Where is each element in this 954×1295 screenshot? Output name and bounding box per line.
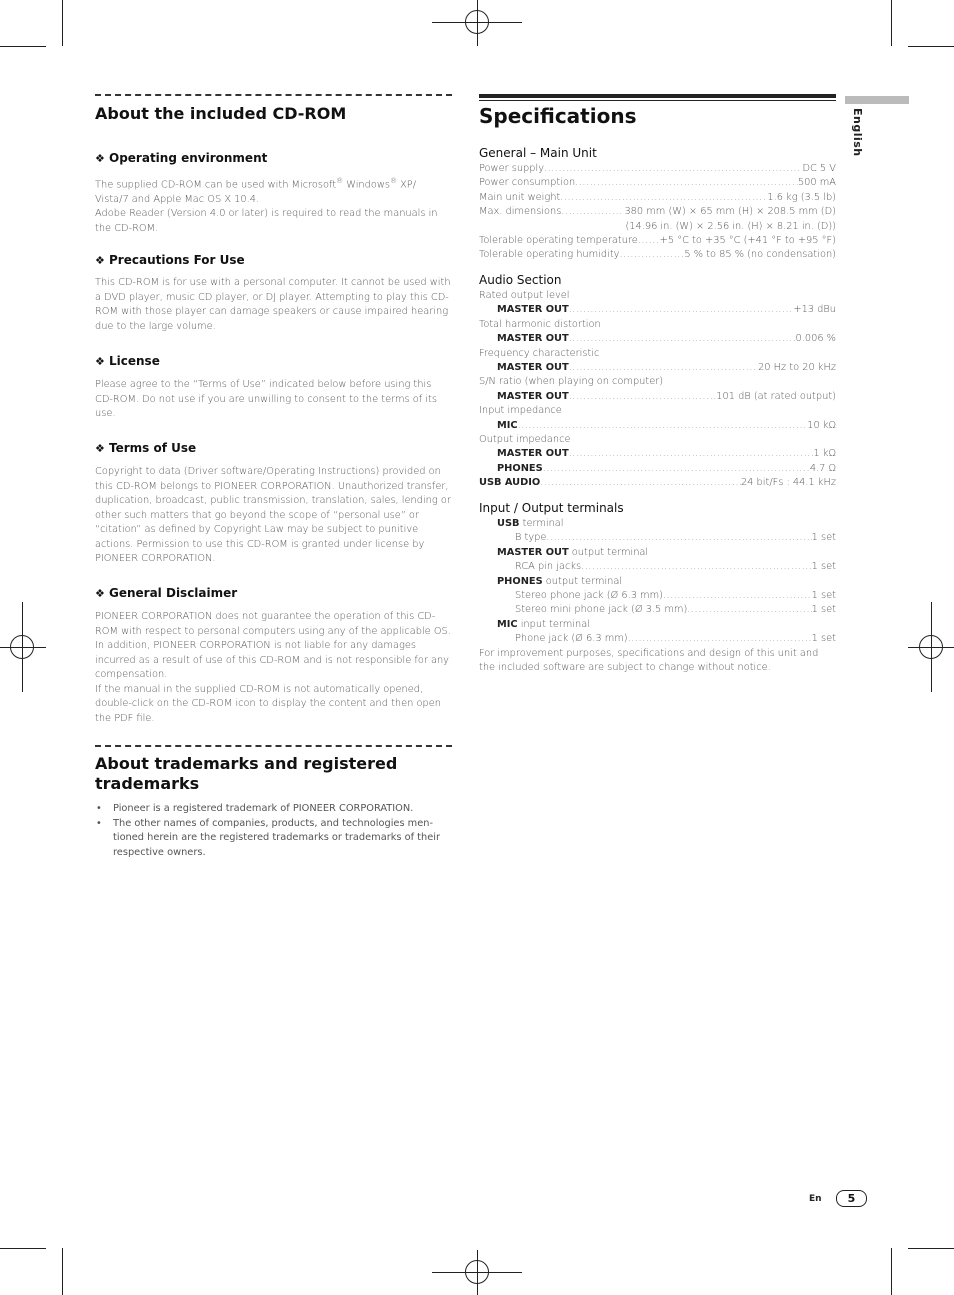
spec-row: Tolerable operating temperature ..... +5 °C to +35 °C (+41 °F to +95 °F) [479,234,836,248]
spec-label: USB terminal [497,518,564,529]
paragraph: PIONEER CORPORATION does not guarantee the operation of this CD-ROM with respect to personal computers using any of the applicable OS. In addition, PIONEER CORPORATION is not liable for any damages incurred as a result of use of this CD-ROM and is not responsible for any compensation. If the manual in the supplied CD-ROM is not automatically opened, double-click on the CD-ROM icon to display the content and then open the PDF file. [95,611,451,724]
registration-mark [465,10,489,34]
heading-operating-environment: ❖ Operating environment [95,151,268,165]
crop-mark [891,0,892,46]
spec-row: MASTER OUT ..... +13 dBu [479,303,836,317]
language-tab [845,96,909,104]
general-specs [479,162,836,263]
list-item: • The other names of companies, products, and technologies men- tioned herein are the registered trademarks or trademarks of their respective owners. [95,817,452,861]
section-rule [95,94,452,96]
spec-label: Total harmonic distortion [479,318,601,330]
spec-label: MIC input terminal [497,618,590,630]
crop-mark [62,1248,63,1295]
left-column [95,94,452,858]
section-heading: Audio Section [479,273,562,287]
spec-note: For improvement purposes, specifications and design of this unit and the included software are subject to change without notice. [479,648,819,674]
heading-precautions: ❖ Precautions For Use [95,253,245,267]
spec-row: MASTER OUT ..... 1 kΩ [479,447,836,461]
spec-row: MASTER OUT ..... 101 dB (at rated output) [479,390,836,404]
heading-general-disclaimer: ❖ General Disclaimer [95,586,238,600]
paragraph: The supplied CD-ROM can be used with Microsoft® Windows® XP/ Vista/7 and Apple Mac OS X 10.4. Adobe Reader (Version 4.0 or later) is required to read the manuals in the CD-ROM. [95,177,438,234]
spec-row: MIC ..... 10 kΩ [479,419,836,433]
spec-label: MASTER OUT output terminal [497,546,649,558]
paragraph: This CD-ROM is for use with a personal computer. It cannot be used with a DVD player, music CD player, or DJ player. Attempting to play this CD-ROM with those player can damage speakers or cause impaired hearing due to the large volume. [95,277,451,332]
cdrom-title: About the included CD-ROM [95,104,347,123]
spec-label: Output impedance [479,434,571,446]
crop-mark [908,46,954,47]
spec-row: Phone jack (Ø 6.3 mm) ..... 1 set [479,632,836,646]
registration-mark [10,635,34,659]
diamond-icon: ❖ [95,254,105,267]
spec-row: Stereo phone jack (Ø 6.3 mm) ..... 1 set [479,589,836,603]
page-title: Specifications [479,104,637,128]
paragraph: Please agree to the “Terms of Use” indicated below before using this CD-ROM. Do not use if you are unwilling to consent to the terms of its use. [95,379,437,419]
spec-row: MASTER OUT ..... 0.006 % [479,332,836,346]
section-heading: Input / Output terminals [479,501,624,515]
spec-row: Power supply ..... DC 5 V [479,162,836,176]
diamond-icon: ❖ [95,152,105,165]
registration-mark [465,1260,489,1284]
trademarks-list [95,802,452,860]
spec-row: Power consumption ..... 500 mA [479,176,836,190]
page-number: 5 [836,1190,867,1207]
paragraph: Copyright to data (Driver software/Operating Instructions) provided on this CD-ROM belongs to PIONEER CORPORATION. Unauthorized transfer, duplication, broadcast, public transmission, translation, sales, lending or other such matters that go beyond the scope of “personal use” or “citation” as defined by Copyright Law may be subject to punitive actions. Permission to use this CD-ROM is granted under license by PIONEER CORPORATION. [95,466,451,564]
title-rule [479,94,836,98]
io-specs [479,517,836,647]
spec-label: Input impedance [479,405,562,417]
spec-row-continued: (14.96 in. (W) × 2.56 in. (H) × 8.21 in. (D)) [625,220,836,232]
spec-label: Frequency characteristic [479,347,600,359]
diamond-icon: ❖ [95,442,105,455]
spec-label: PHONES output terminal [497,575,623,587]
spec-row: B type ..... 1 set [479,531,836,545]
spec-row: Tolerable operating humidity ..... 5 % to 85 % (no condensation) [479,248,836,262]
spec-row: USB AUDIO ..... 24 bit/Fs : 44.1 kHz [479,476,836,490]
spec-row: Stereo mini phone jack (Ø 3.5 mm) ..... 1 set [479,603,836,617]
crop-mark [0,46,46,47]
section-heading: General – Main Unit [479,146,597,160]
section-rule [95,745,452,747]
registration-mark [919,635,943,659]
crop-mark [62,0,63,46]
title-rule [479,100,836,101]
spec-row: PHONES ..... 4.7 Ω [479,462,836,476]
spec-label: Rated output level [479,290,570,301]
trademarks-title: About trademarks and registered trademarks [95,754,398,793]
spec-row: RCA pin jacks ..... 1 set [479,560,836,574]
footer-language: En [809,1194,822,1204]
spec-row: MASTER OUT ..... 20 Hz to 20 kHz [479,361,836,375]
spec-row: Max. dimensions ..... 380 mm (W) × 65 mm (H) × 208.5 mm (D) [479,205,836,219]
crop-mark [891,1248,892,1295]
heading-license: ❖ License [95,354,160,368]
spec-label: S/N ratio (when playing on computer) [479,376,664,388]
heading-terms-of-use: ❖ Terms of Use [95,441,197,455]
diamond-icon: ❖ [95,355,105,368]
crop-mark [908,1248,954,1249]
diamond-icon: ❖ [95,587,105,600]
right-column [479,94,836,674]
list-item: • Pioneer is a registered trademark of PIONEER CORPORATION. [95,802,452,817]
spec-row: Main unit weight ..... 1.6 kg (3.5 lb) [479,191,836,205]
language-label: English [851,108,864,157]
audio-specs [479,289,836,491]
crop-mark [0,1248,46,1249]
